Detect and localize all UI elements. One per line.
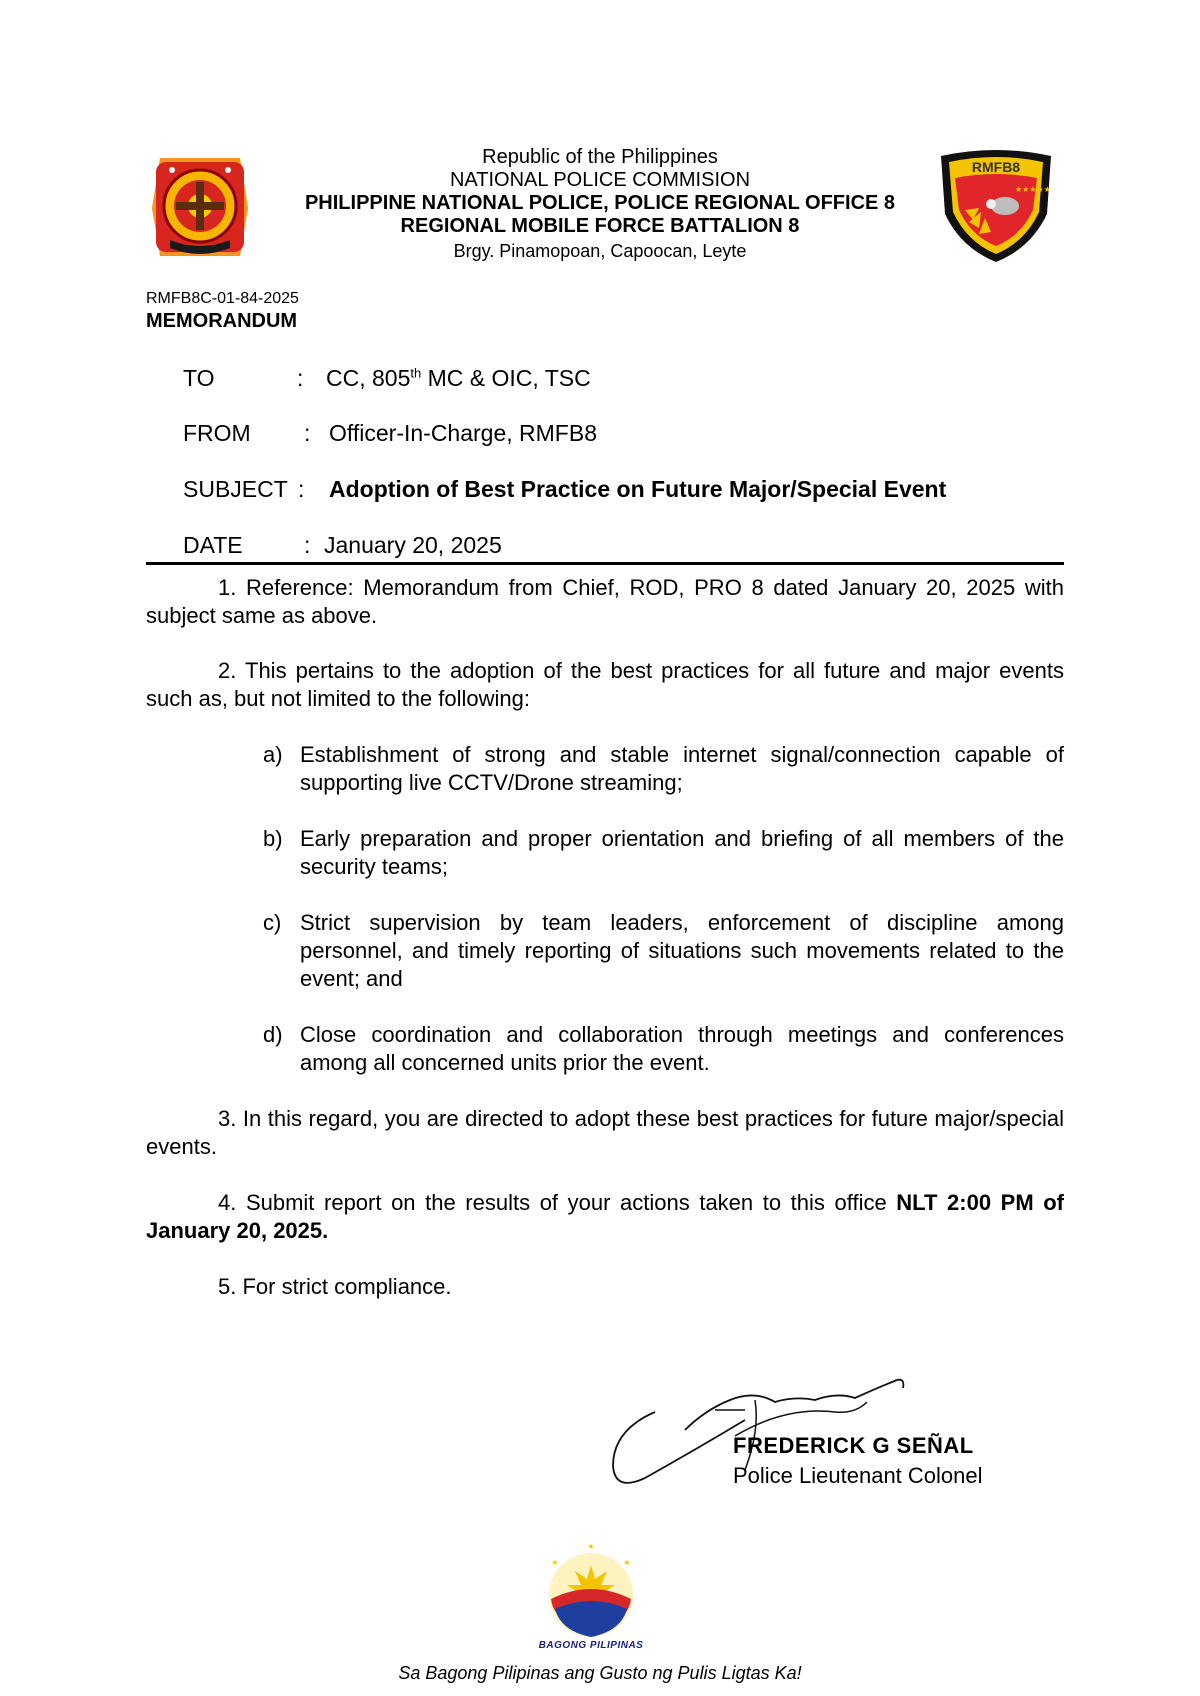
paragraph-4: 4. Submit report on the results of your actions taken to this office NLT 2:00 PM of January 20, 2025. <box>146 1190 1065 1243</box>
subject-label: SUBJECT <box>183 476 288 502</box>
svg-text:★: ★ <box>623 1558 631 1567</box>
document-type: MEMORANDUM <box>146 310 298 332</box>
list-item-c: c) Strict supervision by team leaders, enforcement of discipline among personnel, and timely reporting of situations such movements related to the event; and <box>263 910 1064 991</box>
signatory-rank: Police Lieutenant Colonel <box>733 1463 983 1488</box>
header-rmfb8: REGIONAL MOBILE FORCE BATTALION 8 <box>400 215 800 237</box>
svg-text:★★★★★: ★★★★★ <box>1015 185 1051 194</box>
paragraph-2: 2. This pertains to the adoption of the best practices for all future and major events such as, but not limited to the following: <box>146 658 1064 711</box>
signatory-name: FREDERICK G SEÑAL <box>733 1433 974 1458</box>
date-value: January 20, 2025 <box>324 532 502 558</box>
subject-value: Adoption of Best Practice on Future Major/Special Event <box>329 476 947 502</box>
paragraph-1: 1. Reference: Memorandum from Chief, ROD, PRO 8 dated January 20, 2025 with subject same as above. <box>146 575 1064 628</box>
header-divider <box>146 562 1064 565</box>
date-label: DATE <box>183 532 243 558</box>
header-napolcom: NATIONAL POLICE COMMISION <box>449 169 751 191</box>
footer-slogan: Sa Bagong Pilipinas ang Gusto ng Pulis Ligtas Ka! <box>398 1663 802 1683</box>
to-value: CC, 805th MC & OIC, TSC <box>326 365 591 391</box>
to-label: TO <box>183 365 215 391</box>
svg-text:★: ★ <box>551 1558 559 1567</box>
list-item-b: b) Early preparation and proper orientation and briefing of all members of the security teams; <box>263 826 1064 879</box>
svg-text:RMFB8: RMFB8 <box>971 159 1021 175</box>
from-value: Officer-In-Charge, RMFB8 <box>329 420 597 446</box>
paragraph-3: 3. In this regard, you are directed to adopt these best practices for future major/special events. <box>146 1106 1064 1159</box>
subject-colon: : <box>298 476 305 502</box>
to-colon: : <box>297 365 304 391</box>
svg-text:★: ★ <box>587 1543 595 1551</box>
reference-number: RMFB8C-01-84-2025 <box>146 290 299 307</box>
header-address: Brgy. Pinamopoan, Capoocan, Leyte <box>453 241 747 261</box>
paragraph-5: 5. For strict compliance. <box>218 1274 452 1299</box>
from-colon: : <box>304 420 311 446</box>
bagong-pilipinas-logo <box>541 1543 641 1639</box>
header-pnp-pro8: PHILIPPINE NATIONAL POLICE, POLICE REGIONAL OFFICE 8 <box>304 192 896 214</box>
list-item-d: d) Close coordination and collaboration through meetings and conferences among all concerned units prior the event. <box>263 1022 1064 1075</box>
from-label: FROM <box>183 420 251 446</box>
bagong-pilipinas-text: BAGONG PILIPINAS <box>538 1640 644 1651</box>
header-republic: Republic of the Philippines <box>482 146 718 168</box>
list-item-a: a) Establishment of strong and stable internet signal/connection capable of supporting live CCTV/Drone streaming; <box>263 742 1064 795</box>
date-colon: : <box>304 532 311 558</box>
